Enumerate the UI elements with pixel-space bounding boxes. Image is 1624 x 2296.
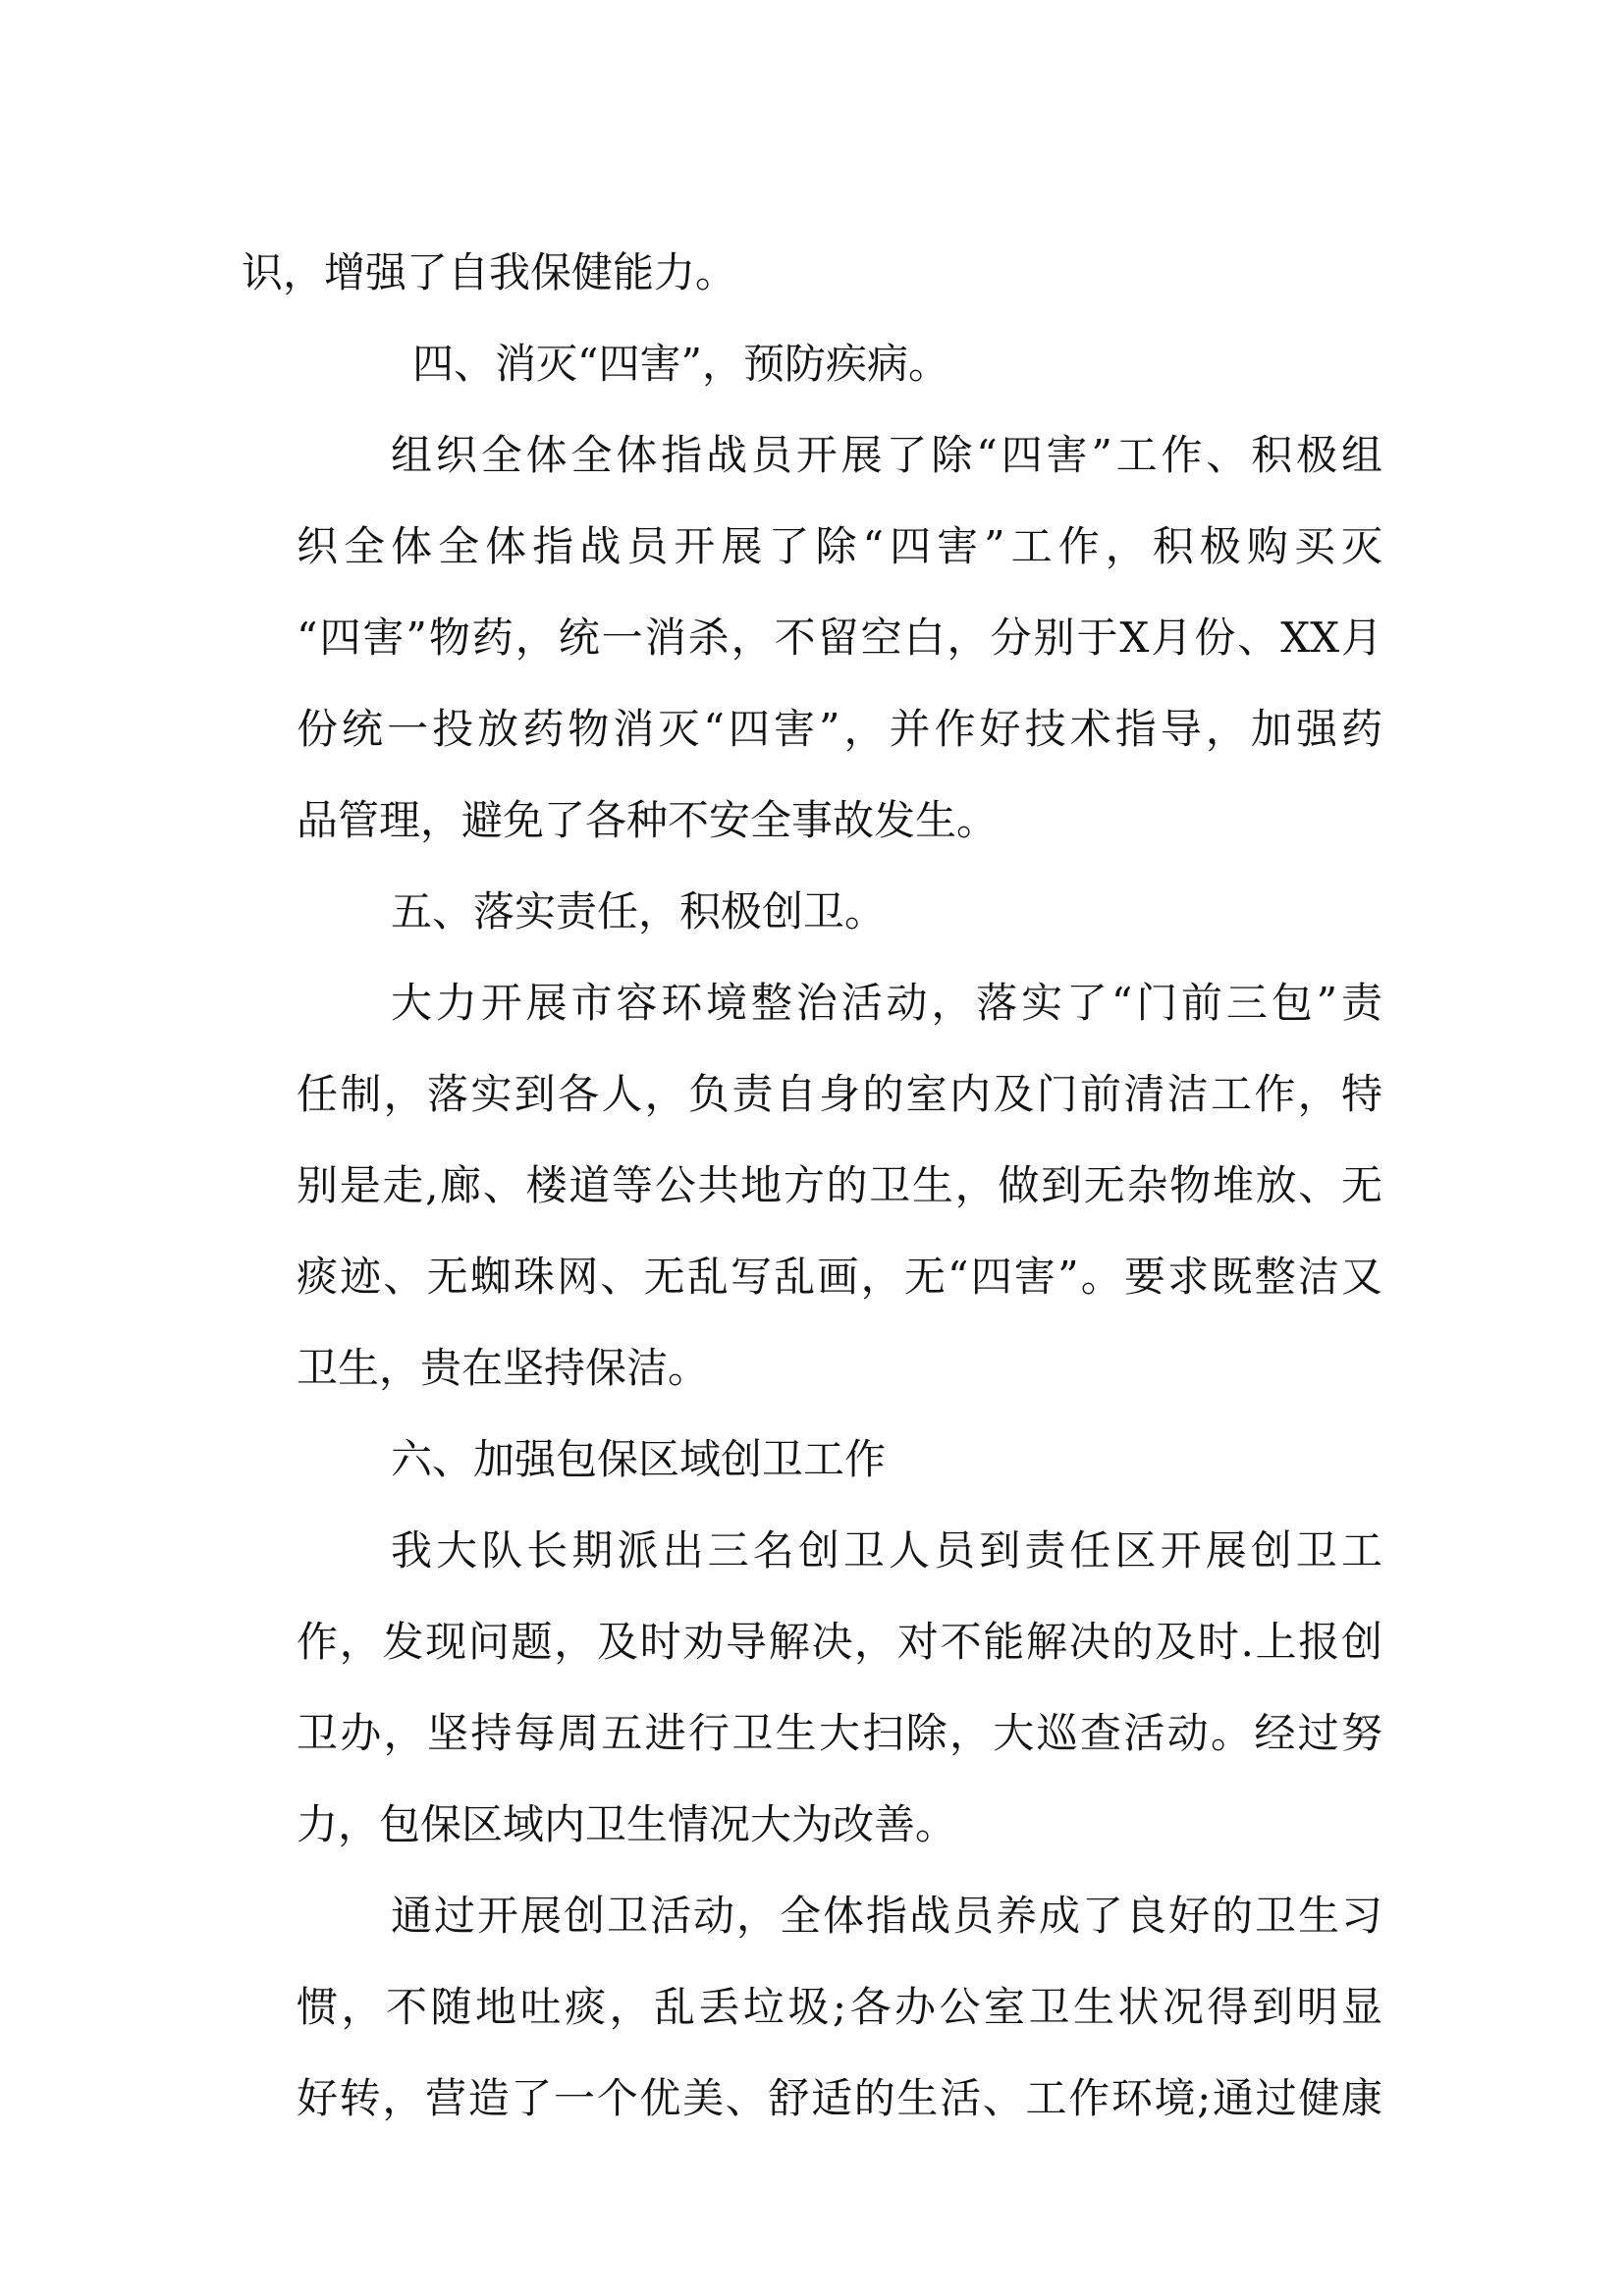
paragraph-line: 任制，落实到各人，负责自身的室内及门前清洁工作，特 bbox=[297, 1070, 1382, 1118]
section-heading: 四、消灭“四害”，预防疾病。 bbox=[412, 340, 949, 388]
paragraph-line: 组织全体全体指战员开展了除“四害”工作、积极组 bbox=[391, 431, 1382, 479]
paragraph-line: 痰迹、无蜘珠网、无乱写乱画，无“四害”。要求既整洁又 bbox=[297, 1253, 1382, 1301]
paragraph-line: 我大队长期派出三名创卫人员到责任区开展创卫工 bbox=[391, 1526, 1382, 1575]
section-heading: 六、加强包保区域创卫工作 bbox=[391, 1435, 887, 1483]
paragraph-line: 好转，营造了一个优美、舒适的生活、工作环境;通过健康 bbox=[297, 2074, 1382, 2122]
paragraph-line: 品管理，避免了各种不安全事故发生。 bbox=[297, 796, 999, 844]
paragraph-line: 织全体全体指战员开展了除“四害”工作，积极购买灭 bbox=[297, 522, 1382, 570]
section-heading: 五、落实责任，积极创卫。 bbox=[391, 887, 887, 935]
paragraph-line: 份统一投放药物消灭“四害”，并作好技术指导，加强药 bbox=[297, 705, 1382, 753]
paragraph-line: “四害”物药，统一消杀，不留空白，分别于X月份、XX月 bbox=[297, 614, 1382, 662]
paragraph-line: 卫办，坚持每周五进行卫生大扫除，大巡查活动。经过努 bbox=[297, 1709, 1382, 1757]
paragraph-line: 别是走,廊、楼道等公共地方的卫生，做到无杂物堆放、无 bbox=[297, 1161, 1382, 1209]
paragraph-line: 通过开展创卫活动，全体指战员养成了良好的卫生习 bbox=[391, 1892, 1382, 1940]
paragraph-line: 力，包保区域内卫生情况大为改善。 bbox=[297, 1800, 957, 1848]
paragraph-line: 惯，不随地吐痰，乱丢垃圾;各办公室卫生状况得到明显 bbox=[297, 1983, 1382, 2031]
paragraph-line: 卫生，贵在坚持保洁。 bbox=[297, 1344, 710, 1392]
paragraph-line: 识，增强了自我保健能力。 bbox=[242, 248, 737, 296]
paragraph-line: 作，发现问题，及时劝导解决，对不能解决的及时.上报创 bbox=[297, 1618, 1382, 1666]
paragraph-line: 大力开展市容环境整治活动，落实了“门前三包”责 bbox=[391, 979, 1382, 1027]
